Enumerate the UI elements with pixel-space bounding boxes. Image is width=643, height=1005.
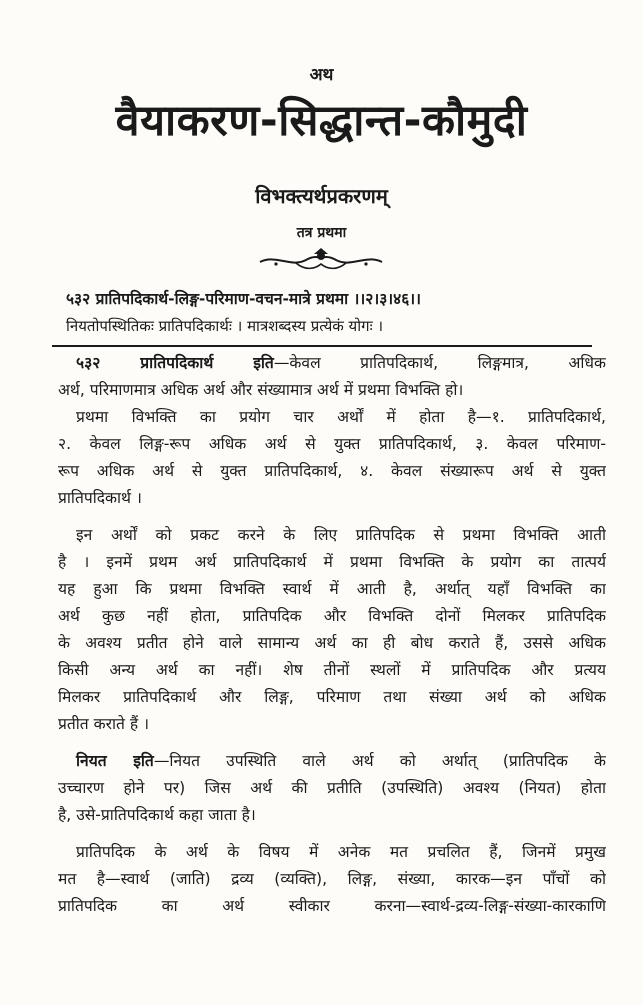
text-line: यह हुआ कि प्रथमा विभक्ति स्वार्थ में आती है, अर्थात् यहाँ विभक्ति का — [58, 580, 606, 598]
text-line: है । इनमें प्रथम अर्थ प्रातिपदिकार्थ में प्रथमा विभक्ति के प्रयोग का तात्पर्य — [58, 553, 606, 571]
text-line: प्रातिपदिक के अर्थ के विषय में अनेक मत प्रचलित हैं, जिनमें प्रमुख — [76, 843, 606, 861]
header-atha: अथ — [309, 65, 334, 85]
sutra-reference: ५३२ प्रातिपदिकार्थ इति — [76, 354, 274, 372]
paragraph — [58, 522, 606, 738]
text-line: मिलकर प्रातिपदिकार्थ और लिङ्ग, परिमाण तथा संख्या अर्थ को अधिक — [58, 688, 606, 706]
commentary-body — [58, 350, 606, 920]
text-line: है, उसे-प्रातिपदिकार्थ कहा जाता है। — [58, 806, 256, 824]
text-line: उच्चारण होने पर) जिस अर्थ की प्रतीति (उपस्थिति) अवश्य (नियत) होता — [58, 779, 606, 797]
text-line: मत है—स्वार्थ (जाति) द्रव्य (व्यक्ति), लिङ्ग, संख्या, कारक—इन पाँचों को — [58, 870, 606, 888]
text-line — [58, 748, 606, 775]
text-line: प्रथमा विभक्ति का प्रयोग चार अर्थों में होता है—१. प्रातिपदिकार्थ, — [76, 408, 606, 426]
sutra-line: ५३२ प्रातिपदिकार्थ-लिङ्ग-परिमाण-वचन-मात्रे प्रथमा ।।२।३।४६।। — [66, 290, 422, 308]
paragraph — [58, 839, 606, 920]
text-line: रूप अधिक अर्थ से युक्त प्रातिपदिकार्थ, ४. केवल संख्यारूप अर्थ से युक्त — [58, 462, 606, 480]
text-span: —नियत उपस्थिति वाले अर्थ को अर्थात् (प्रातिपदिक के — [153, 752, 606, 770]
text-line: प्रातिपदिक का अर्थ स्वीकार करना—स्वार्थ-द्रव्य-लिङ्ग-संख्या-कारकाणि — [58, 897, 606, 915]
term-reference: नियत इति — [76, 752, 154, 770]
paragraph — [58, 748, 606, 829]
subsection-title: तत्र प्रथमा — [296, 225, 347, 241]
ornament-divider-icon — [256, 248, 386, 274]
text-line: के अवश्य प्रतीत होने वाले सामान्य अर्थ का ही बोध कराते हैं, उससे अधिक — [58, 634, 606, 652]
paragraph — [58, 350, 606, 404]
divider — [52, 345, 592, 347]
vartika-line: नियतोपस्थितिकः प्रातिपदिकार्थः । मात्रशब्दस्य प्रत्येकं योगः । — [66, 317, 384, 335]
text-line: २. केवल लिङ्ग-रूप अधिक अर्थ से युक्त प्रातिपदिकार्थ, ३. केवल परिमाण- — [58, 435, 606, 453]
text-line: प्रातिपदिकार्थ । — [58, 489, 142, 507]
text-line: प्रतीत कराते हैं । — [58, 715, 150, 733]
text-line: किसी अन्य अर्थ का नहीं। शेष तीनों स्थलों में प्रातिपदिक और प्रत्यय — [58, 661, 606, 679]
text-line: अर्थ कुछ नहीं होता, प्रातिपदिक और विभक्ति दोनों मिलकर प्रातिपदिक — [58, 607, 606, 625]
section-title: विभक्त्यर्थप्रकरणम् — [255, 184, 388, 208]
text-line — [58, 350, 606, 377]
text-line: अर्थ, परिमाणमात्र अधिक अर्थ और संख्यामात्र अर्थ में प्रथमा विभक्ति हो। — [58, 381, 464, 399]
page-title: वैयाकरण-सिद्धान्त-कौमुदी — [115, 96, 528, 146]
text-span: —केवल प्रातिपदिकार्थ, लिङ्गमात्र, अधिक — [273, 354, 606, 372]
text-line: इन अर्थों को प्रकट करने के लिए प्रातिपदिक से प्रथमा विभक्ति आती — [76, 526, 606, 544]
paragraph — [58, 404, 606, 512]
